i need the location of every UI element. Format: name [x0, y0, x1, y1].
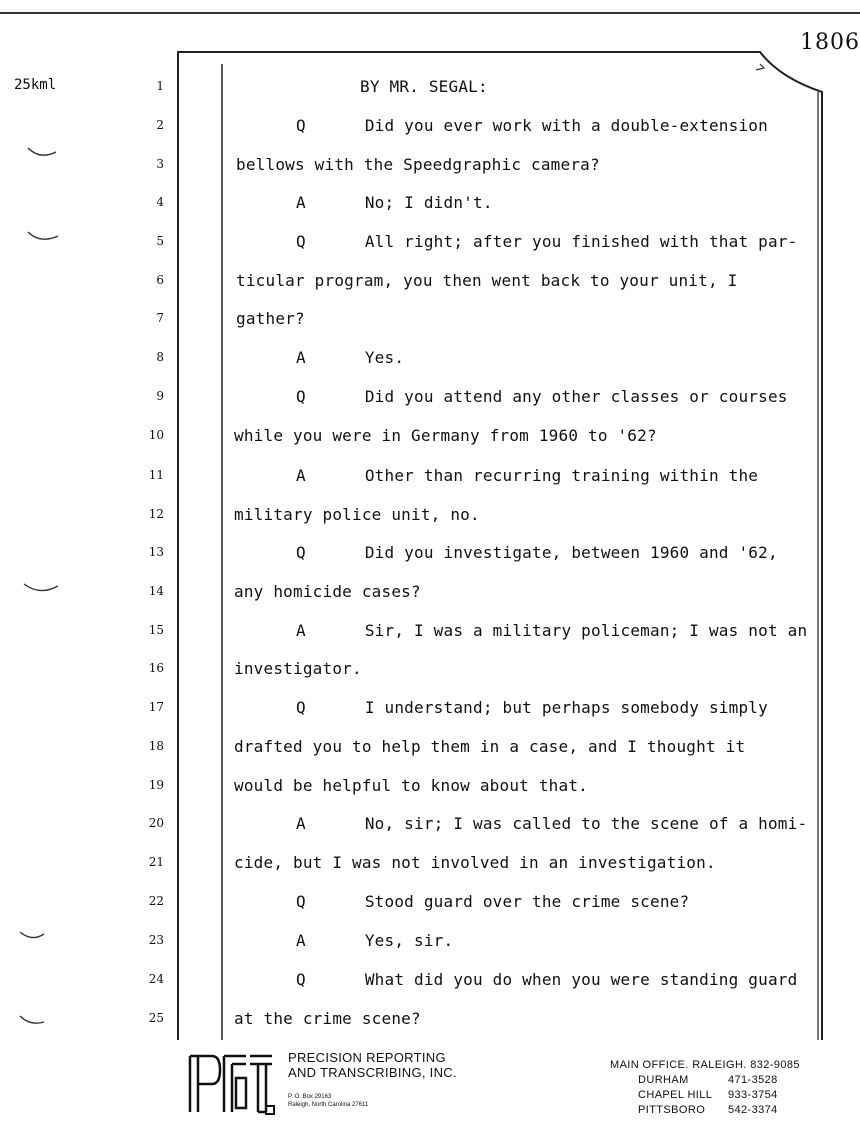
line-number: 5	[156, 234, 164, 248]
office-city: PITTSBORO	[638, 1104, 706, 1116]
line-number: 22	[148, 894, 164, 908]
line-number: 23	[148, 933, 164, 947]
line-number: 11	[148, 468, 164, 482]
line-number: 13	[148, 545, 164, 559]
transcript-line: bellows with the Speedgraphic camera?	[236, 155, 600, 174]
line-number: 1	[156, 79, 164, 93]
line-number: 24	[148, 972, 164, 986]
transcript-line: Q I understand; but perhaps somebody simply	[296, 698, 768, 717]
transcript-line: A Yes.	[296, 348, 405, 367]
transcript-line: BY MR. SEGAL:	[360, 77, 488, 96]
line-number: 21	[148, 855, 164, 869]
transcript-line: cide, but I was not involved in an investigation.	[234, 853, 716, 872]
line-number: 16	[148, 661, 164, 675]
office-row	[638, 1088, 800, 1103]
company-line-2: AND TRANSCRIBING, INC.	[288, 1065, 457, 1080]
office-phone: 933-3754	[728, 1089, 778, 1101]
line-number: 10	[148, 428, 164, 442]
main-office: MAIN OFFICE. RALEIGH. 832-9085	[610, 1059, 800, 1071]
line-number: 2	[156, 118, 164, 132]
line-number: 15	[148, 623, 164, 637]
transcript-line: military police unit, no.	[234, 505, 480, 524]
office-row	[638, 1073, 800, 1088]
company-line-1: PRECISION REPORTING	[288, 1050, 446, 1065]
office-row	[638, 1103, 800, 1118]
transcript-line: while you were in Germany from 1960 to '62?	[234, 426, 657, 445]
company-address	[288, 1093, 368, 1109]
office-phone: 471-3528	[728, 1074, 778, 1086]
line-number: 12	[148, 507, 164, 521]
transcript-line: any homicide cases?	[234, 582, 421, 601]
transcript-line: A No, sir; I was called to the scene of a homi-	[296, 814, 808, 833]
address-line-2: Raleigh, North Carolina 27611	[288, 1102, 369, 1108]
line-number: 20	[148, 816, 164, 830]
line-number: 4	[156, 195, 164, 209]
line-number: 25	[148, 1011, 164, 1025]
line-number: 9	[156, 389, 164, 403]
transcript-line: at the crime scene?	[234, 1009, 421, 1028]
line-number: 6	[156, 273, 164, 287]
line-number: 14	[148, 584, 164, 598]
office-city: DURHAM	[638, 1074, 689, 1086]
address-line-1: P. O. Box 29163	[288, 1094, 332, 1100]
line-number: 8	[156, 350, 164, 364]
line-number: 3	[156, 157, 164, 171]
transcript-line: Q What did you do when you were standing guard	[296, 970, 798, 989]
transcript-line: A No; I didn't.	[296, 193, 493, 212]
transcript-line: A Sir, I was a military policeman; I was not an	[296, 621, 808, 640]
transcript-line: Q Stood guard over the crime scene?	[296, 892, 690, 911]
line-number: 7	[156, 311, 164, 325]
office-list	[610, 1058, 800, 1118]
line-number: 18	[148, 739, 164, 753]
transcript-line: drafted you to help them in a case, and I thought it	[234, 737, 746, 756]
margin-code: 25kml	[14, 77, 57, 93]
top-rule	[0, 12, 860, 14]
company-name	[288, 1050, 457, 1080]
transcript-line: Q Did you ever work with a double-extension	[296, 116, 768, 135]
line-number: 17	[148, 700, 164, 714]
transcript-line: A Yes, sir.	[296, 931, 454, 950]
company-logo	[186, 1050, 276, 1118]
page-number: 1806	[800, 30, 860, 55]
transcript-line: Q Did you attend any other classes or courses	[296, 387, 788, 406]
line-number: 19	[148, 778, 164, 792]
transcript-line: gather?	[236, 309, 305, 328]
transcript-line: A Other than recurring training within the	[296, 466, 759, 485]
transcript-line: would be helpful to know about that.	[234, 776, 588, 795]
transcript-line: ticular program, you then went back to your unit, I	[236, 271, 738, 290]
office-phone: 542-3374	[728, 1104, 778, 1116]
transcript-line: Q All right; after you finished with that par-	[296, 232, 798, 251]
office-city: CHAPEL HILL	[638, 1089, 713, 1101]
transcript-line: investigator.	[234, 659, 362, 678]
transcript-line: Q Did you investigate, between 1960 and '62,	[296, 543, 778, 562]
